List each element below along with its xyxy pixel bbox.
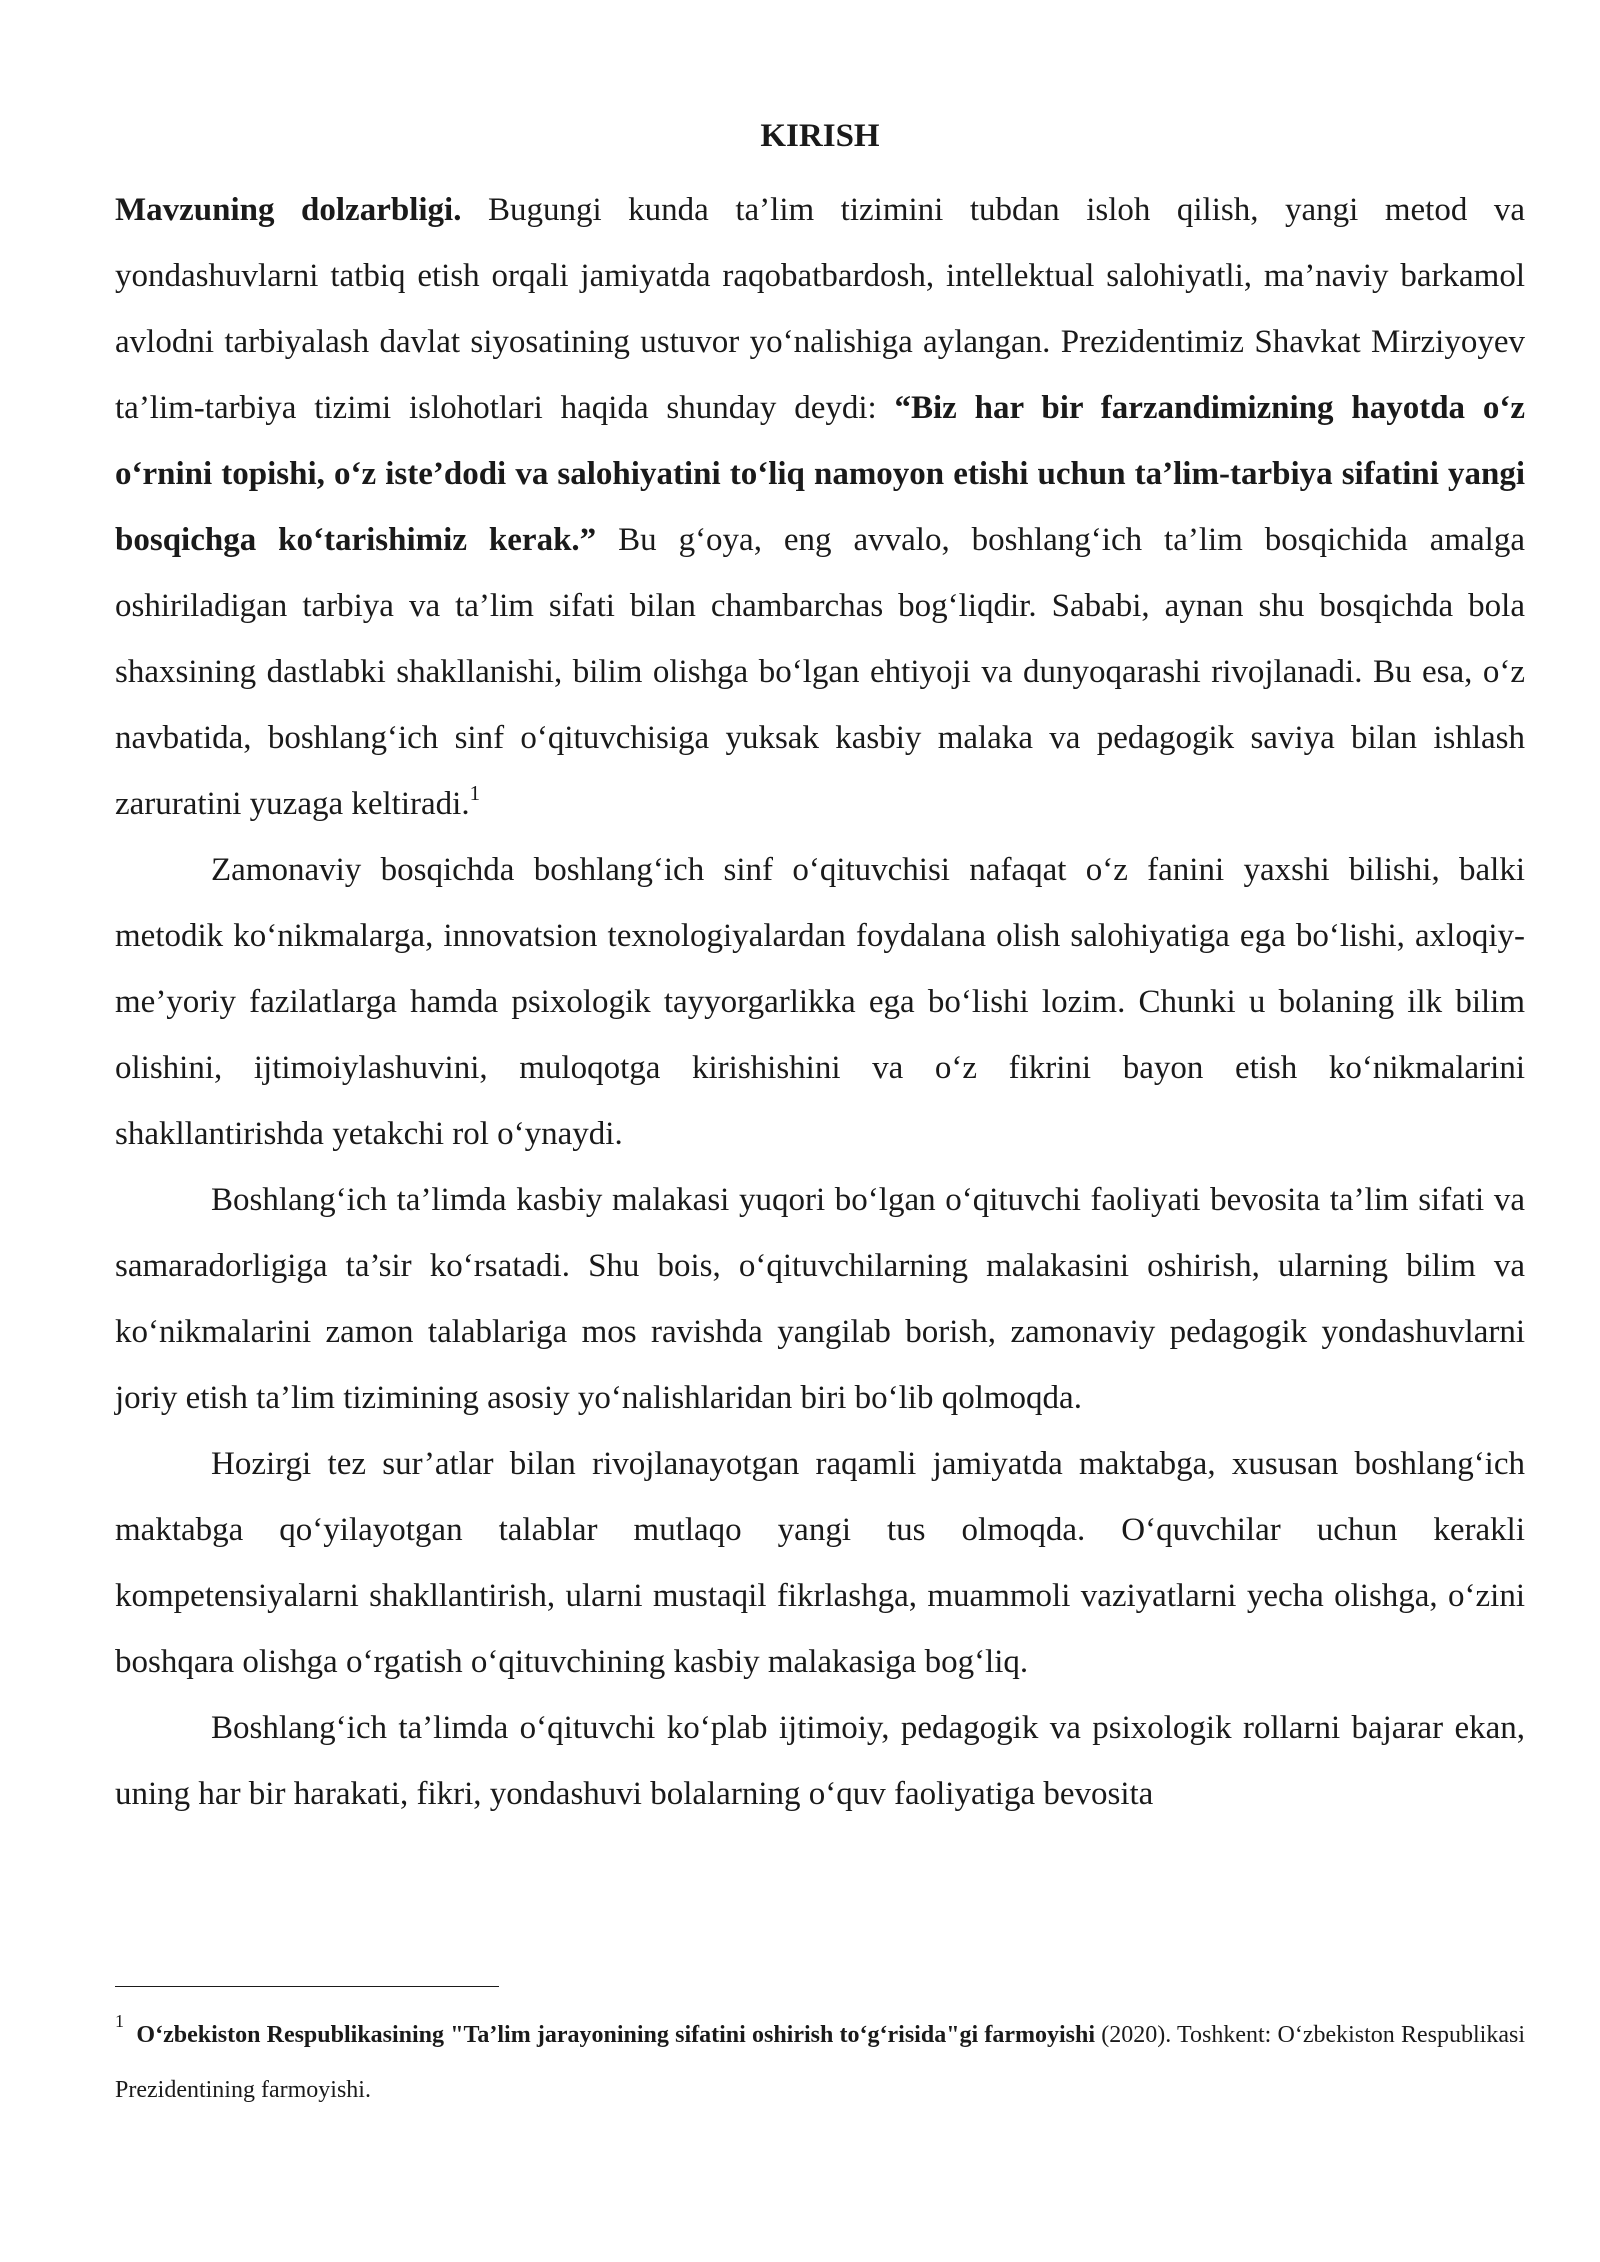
footnote-source-details: (2020). Toshkent: O‘zbekiston Respublikasi Prezidentining farmoyishi.	[115, 2022, 1526, 2103]
footnote-source-title: O‘zbekiston Respublikasining "Ta’lim jarayonining sifatini oshirish to‘g‘risida"gi farmoyishi	[136, 2022, 1096, 2048]
intro-paragraph	[115, 177, 1525, 837]
section-heading: Mavzuning dolzarbligi.	[115, 192, 462, 228]
paragraph: Boshlang‘ich ta’limda o‘qituvchi ko‘plab ijtimoiy, pedagogik va psixologik rollarni bajarar ekan, uning har bir harakati, fikri, yondashuvi bolalarning o‘quv faoliyatiga bevosita	[115, 1710, 1525, 1812]
page-title: KIRISH	[760, 118, 880, 154]
paragraph: Hozirgi tez sur’atlar bilan rivojlanayotgan raqamli jamiyatda maktabga, xususan boshlang‘ich maktabga qo‘yilayotgan talablar mutlaqo yangi tus olmoqda. O‘quvchilar uchun kerakli kompetensiyalarni shakllantirish, ularni mustaqil fikrlashga, muammoli vaziyatlarni yecha olishga, o‘zini boshqara olishga o‘rgatish o‘qituvchining kasbiy malakasiga bog‘liq.	[115, 1446, 1525, 1680]
body-text	[115, 177, 1525, 1827]
president-quote: “Biz har bir farzandimizning hayotda o‘z o‘rnini topishi, o‘z iste’dodi va salohiyatini to‘liq namoyon etishi uchun ta’lim-tarbiya sifatini yangi bosqichga ko‘tarishimiz kerak.”	[115, 390, 1525, 558]
intro-text: Bugungi kunda ta’lim tizimini tubdan isloh qilish, yangi metod va yondashuvlarni tatbiq etish orqali jamiyatda raqobatbardosh, intellektual salohiyatli, ma’naviy barkamol avlodni tarbiyalash davlat siyosatining ustuvor yo‘nalishiga aylangan. Prezidentimiz Shavkat Mirziyoyev ta’lim-tarbiya tizimi islohotlari haqida shunday deydi:	[115, 192, 1525, 426]
paragraph: Zamonaviy bosqichda boshlang‘ich sinf o‘qituvchisi nafaqat o‘z fanini yaxshi bilishi, balki metodik ko‘nikmalarga, innovatsion texnologiyalardan foydalana olish salohiyatiga ega bo‘lishi, axloqiy-me’yoriy fazilatlarga hamda psixologik tayyorgarlikka ega bo‘lishi lozim. Chunki u bolaning ilk bilim olishini, ijtimoiylashuvini, muloqotga kirishishini va o‘z fikrini bayon etish ko‘nikmalarini shakllantirishda yetakchi rol o‘ynaydi.	[115, 852, 1525, 1152]
footnote	[115, 2008, 1525, 2118]
footnote-number: 1	[115, 2011, 124, 2031]
footnote-divider	[115, 1986, 499, 1987]
paragraph: Boshlang‘ich ta’limda kasbiy malakasi yuqori bo‘lgan o‘qituvchi faoliyati bevosita ta’lim sifati va samaradorligiga ta’sir ko‘rsatadi. Shu bois, o‘qituvchilarning malakasini oshirish, ularning bilim va ko‘nikmalarini zamon talablariga mos ravishda yangilab borish, zamonaviy pedagogik yondashuvlarni joriy etish ta’lim tizimining asosiy yo‘nalishlaridan biri bo‘lib qolmoqda.	[115, 1182, 1525, 1416]
footnote-reference[interactable]: 1	[469, 781, 481, 805]
intro-continuation: Bu g‘oya, eng avvalo, boshlang‘ich ta’lim bosqichida amalga oshiriladigan tarbiya va ta’lim sifati bilan chambarchas bog‘liqdir. Sababi, aynan shu bosqichda bola shaxsining dastlabki shakllanishi, bilim olishga bo‘lgan ehtiyoji va dunyoqarashi rivojlanadi. Bu esa, o‘z navbatida, boshlang‘ich sinf o‘qituvchisiga yuksak kasbiy malaka va pedagogik saviya bilan ishlash zaruratini yuzaga keltiradi.	[115, 522, 1525, 822]
